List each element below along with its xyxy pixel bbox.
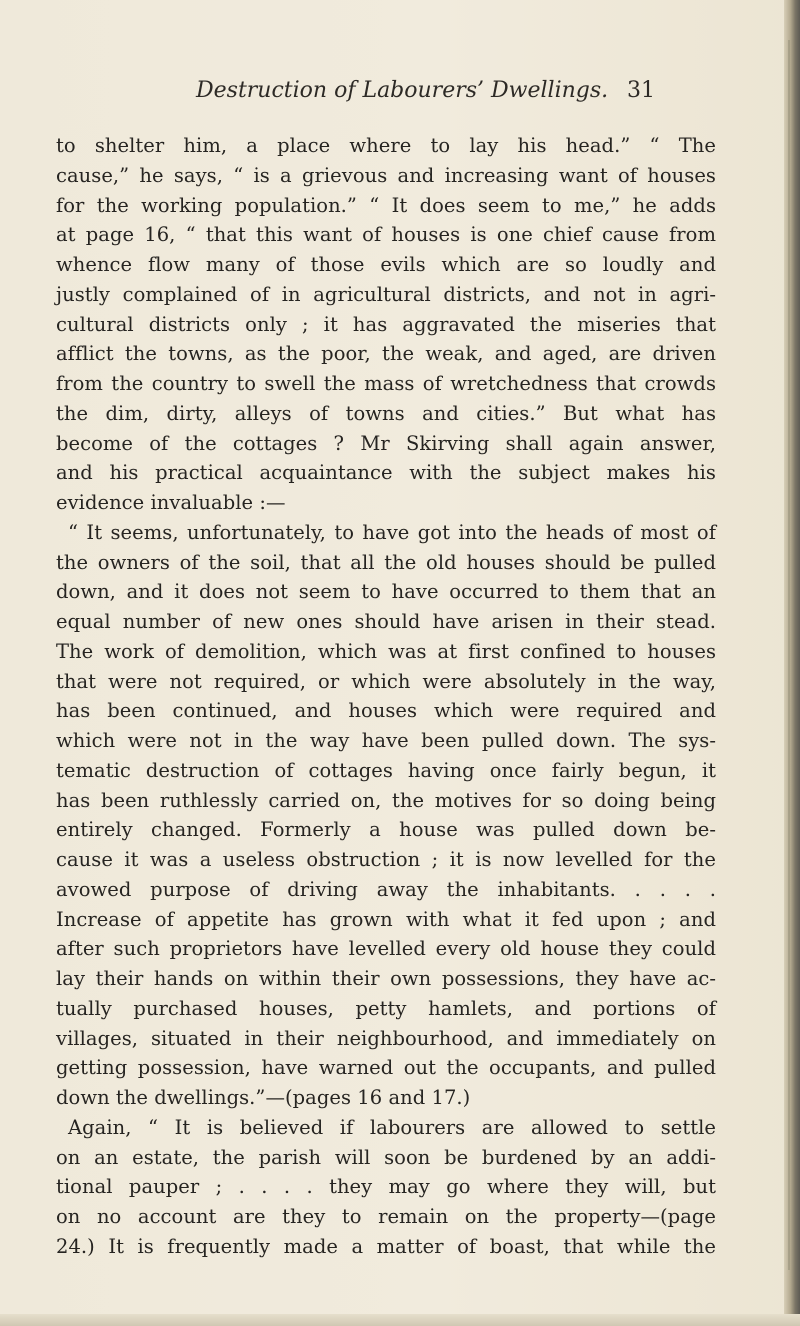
text-line: has been continued, and houses which were required and: [56, 699, 716, 723]
text-line: cause it was a useless obstruction ; it is now levelled for the: [56, 848, 716, 871]
text-line: villages, situated in their neighbourhood, and immediately on: [56, 1026, 716, 1050]
page-number: 31: [627, 78, 655, 103]
text-line: tually purchased houses, petty hamlets, and portions of: [56, 996, 716, 1020]
text-line: getting possession, have warned out the occupants, and pulled: [56, 1056, 716, 1080]
text-line: for the working population.” “ It does seem to me,” he adds: [56, 193, 716, 217]
text-line: avowed purpose of driving away the inhabitants. . . . .: [56, 877, 716, 901]
text-line: Again, “ It is believed if labourers are allowed to settle: [68, 1115, 716, 1139]
text-line: 24.) It is frequently made a matter of boast, that while the: [56, 1234, 716, 1258]
text-line: “ It seems, unfortunately, to have got into the heads of most of: [68, 520, 716, 544]
text-line: from the country to swell the mass of wretchedness that crowds: [56, 372, 716, 395]
body-text: [56, 131, 716, 1262]
page-header: [0, 78, 800, 118]
text-line: at page 16, “ that this want of houses is one chief cause from: [56, 223, 716, 247]
text-line: down, and it does not seem to have occurred to them that an: [56, 580, 716, 604]
text-line: the owners of the soil, that all the old houses should be pulled: [56, 550, 716, 574]
text-line: whence flow many of those evils which are so loudly and: [56, 253, 716, 276]
text-line: evidence invaluable :—: [56, 491, 286, 514]
text-line: the dim, dirty, alleys of towns and cities.” But what has: [56, 401, 716, 425]
text-line: The work of demolition, which was at first confined to houses: [56, 639, 716, 663]
page-bottom-edge: [0, 1314, 800, 1326]
text-line: become of the cottages ? Mr Skirving shall again answer,: [56, 431, 716, 455]
page-edge-shadow: [784, 0, 800, 1326]
text-line: has been ruthlessly carried on, the motives for so doing being: [56, 788, 716, 812]
text-line: equal number of new ones should have arisen in their stead.: [56, 610, 716, 633]
text-line: tional pauper ; . . . . they may go where they will, but: [56, 1175, 716, 1199]
text-line: to shelter him, a place where to lay his head.” “ The: [56, 134, 716, 157]
text-line: Increase of appetite has grown with what it fed upon ; and: [56, 907, 716, 931]
text-line: lay their hands on within their own possessions, they have ac-: [56, 967, 716, 990]
text-line: and his practical acquaintance with the subject makes his: [56, 461, 716, 485]
text-line: on an estate, the parish will soon be burdened by an addi-: [56, 1145, 716, 1169]
text-line: justly complained of in agricultural districts, and not in agri-: [56, 282, 716, 306]
text-line: down the dwellings.”—(pages 16 and 17.): [56, 1086, 471, 1109]
text-line: cultural districts only ; it has aggravated the miseries that: [56, 312, 716, 336]
text-line: entirely changed. Formerly a house was pulled down be-: [56, 818, 716, 842]
text-line: after such proprietors have levelled every old house they could: [56, 937, 716, 961]
text-line: that were not required, or which were absolutely in the way,: [56, 669, 716, 693]
running-title: Destruction of Labourers’ Dwellings.: [196, 78, 609, 103]
text-line: on no account are they to remain on the property—(page: [56, 1205, 716, 1228]
text-line: which were not in the way have been pulled down. The sys-: [56, 729, 716, 752]
text-line: afflict the towns, as the poor, the weak, and aged, are driven: [56, 342, 716, 366]
text-line: tematic destruction of cottages having once fairly begun, it: [56, 758, 716, 782]
text-line: cause,” he says, “ is a grievous and increasing want of houses: [56, 163, 716, 187]
